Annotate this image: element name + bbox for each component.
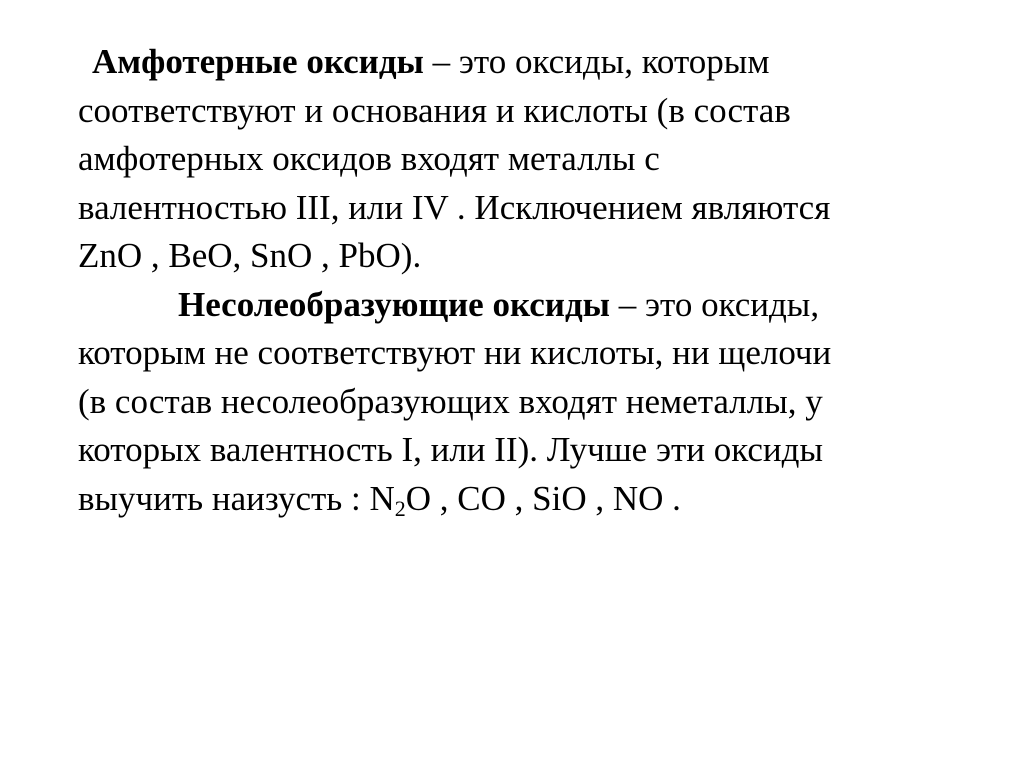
amphoteric-line-5: ZnO , BeO, SnO , PbO). bbox=[78, 236, 422, 275]
memorize-prefix: выучить наизусть : bbox=[78, 478, 370, 518]
formula-n2o-base: N bbox=[369, 478, 395, 518]
non-salt-forming-line-3: (в состав несолеобразующих входят неметаллы, у bbox=[78, 381, 823, 421]
amphoteric-line-1 bbox=[78, 38, 958, 87]
amphoteric-line-4: валентностью III, или IV . Исключением являются bbox=[78, 187, 831, 227]
formula-n2o-subscript: 2 bbox=[394, 495, 406, 521]
amphoteric-line-3: амфотерных оксидов входят металлы с bbox=[78, 139, 660, 178]
non-salt-forming-line-1 bbox=[78, 281, 958, 330]
amphoteric-definition-start: – это оксиды, которым bbox=[423, 42, 770, 81]
non-salt-forming-line-2: которым не соответствуют ни кислоты, ни щелочи bbox=[78, 333, 832, 372]
amphoteric-line-2: соответствуют и основания и кислоты (в состав bbox=[78, 90, 791, 130]
non-salt-forming-line-5 bbox=[78, 475, 958, 524]
amphoteric-term: Амфотерные оксиды bbox=[92, 42, 424, 81]
formula-n2o-tail: O bbox=[405, 478, 432, 518]
non-salt-forming-definition-start: – это оксиды, bbox=[610, 284, 820, 324]
formula-list-rest: , CO , SiO , NO . bbox=[431, 478, 681, 518]
slide-text bbox=[78, 38, 958, 523]
non-salt-forming-term: Несолеобразующие оксиды bbox=[178, 284, 610, 324]
non-salt-forming-line-4: которых валентность I, или II). Лучше эти оксиды bbox=[78, 430, 823, 469]
formula-n2o bbox=[369, 478, 432, 521]
